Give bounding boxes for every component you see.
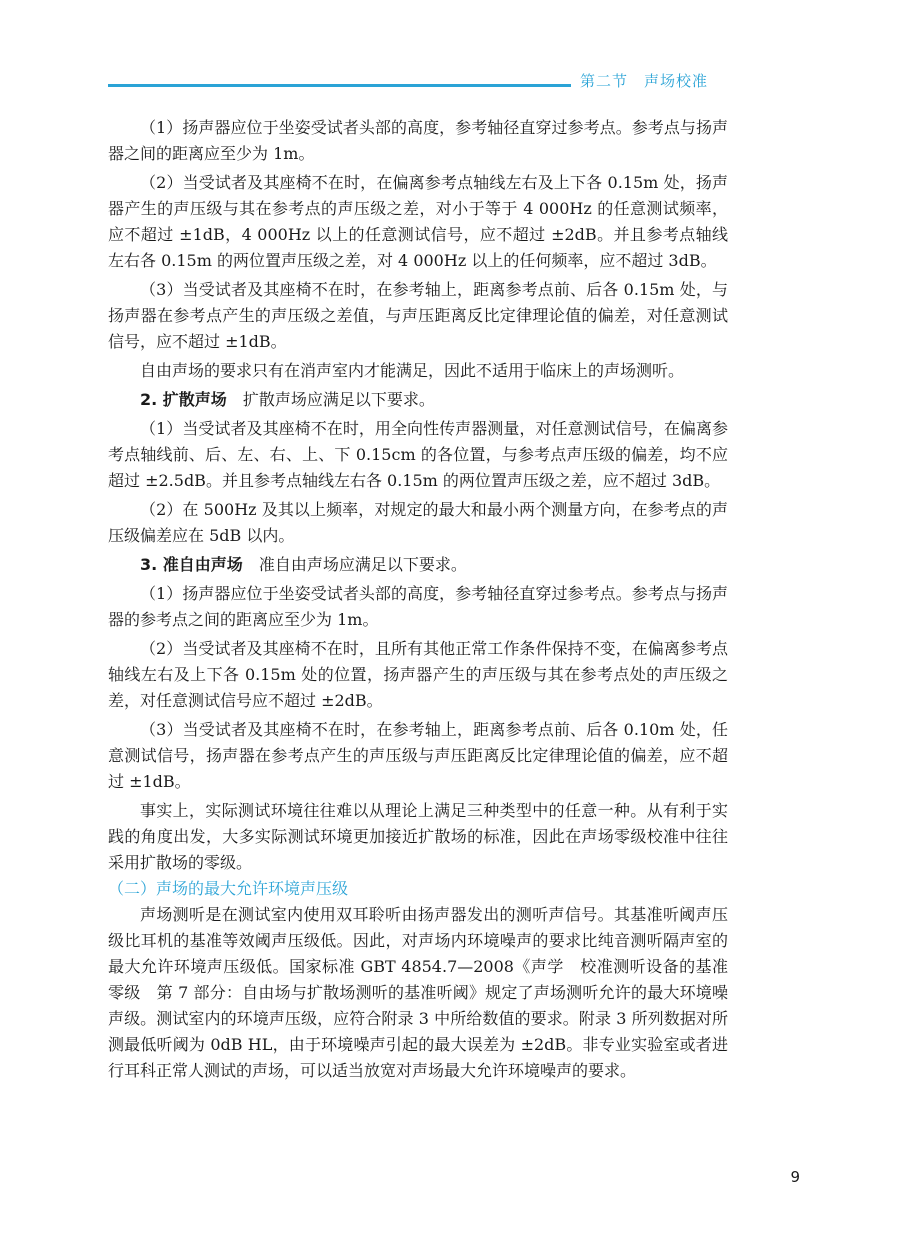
diffuse-field-intro: 扩散声场应满足以下要求。 <box>242 390 435 409</box>
paragraph-free-field-note: 自由声场的要求只有在消声室内才能满足，因此不适用于临床上的声场测听。 <box>140 361 685 380</box>
page-number: 9 <box>790 1168 800 1186</box>
paragraph-quasi-req-2: （2）当受试者及其座椅不在时，且所有其他正常工作条件保持不变，在偏离参考点轴线左右及上下各 0.15m 处的位置，扬声器产生的声压级与其在参考点处的声压级之差，对任意测试信号应不超过 ±2dB。 <box>108 639 728 710</box>
header-rule <box>108 84 571 87</box>
paragraph-quasi-req-3: （3）当受试者及其座椅不在时，在参考轴上，距离参考点前、后各 0.10m 处，任意测试信号，扬声器在参考点产生的声压级与声压距离反比定律理论值的偏差，应不超过 ±1dB。 <box>108 720 728 791</box>
paragraph-free-field-req-3: （3）当受试者及其座椅不在时，在参考轴上，距离参考点前、后各 0.15m 处，与扬声器在参考点产生的声压级之差值，与声压距离反比定律理论值的偏差，对任意测试信号，应不超过 ±1dB。 <box>108 280 728 351</box>
quasi-free-field-intro: 准自由声场应满足以下要求。 <box>258 555 467 574</box>
diffuse-field-heading-line <box>108 387 728 413</box>
quasi-free-field-heading: 3. 准自由声场 <box>140 555 243 574</box>
paragraph-free-field-req-1: （1）扬声器应位于坐姿受试者头部的高度，参考轴径直穿过参考点。参考点与扬声器之间的距离应至少为 1m。 <box>108 118 728 163</box>
quasi-free-field-heading-line <box>108 552 728 578</box>
page-body <box>108 115 728 1084</box>
paragraph-free-field-req-2: （2）当受试者及其座椅不在时，在偏离参考点轴线左右及上下各 0.15m 处，扬声器产生的声压级与其在参考点的声压级之差，对小于等于 4 000Hz 的任意测试频率，应不超过 ±1dB，4 000Hz 以上的任意测试信号，应不超过 ±2dB。并且参考点轴线左右各 0.15m 的两位置声压级之差，对 4 000Hz 以上的任何频率，应不超过 3dB。 <box>108 173 728 270</box>
paragraph-diffuse-req-2: （2）在 500Hz 及其以上频率，对规定的最大和最小两个测量方向，在参考点的声压级偏差应在 5dB 以内。 <box>108 500 728 545</box>
paragraph-quasi-req-1: （1）扬声器应位于坐姿受试者头部的高度，参考轴径直穿过参考点。参考点与扬声器的参考点之间的距离应至少为 1m。 <box>108 584 728 629</box>
paragraph-diffuse-req-1: （1）当受试者及其座椅不在时，用全向性传声器测量，对任意测试信号，在偏离参考点轴线前、后、左、右、上、下 0.15cm 的各位置，与参考点声压级的偏差，均不应超过 ±2.5dB。并且参考点轴线左右各 0.15m 的两位置声压级之差，应不超过 3dB。 <box>108 419 728 490</box>
diffuse-field-heading: 2. 扩散声场 <box>140 390 227 409</box>
section-title-max-ambient-level: （二）声场的最大允许环境声压级 <box>108 879 349 898</box>
paragraph-max-ambient-level: 声场测听是在测试室内使用双耳聆听由扬声器发出的测听声信号。其基准听阈声压级比耳机的基准等效阈声压级低。因此，对声场内环境噪声的要求比纯音测听隔声室的最大允许环境声压级低。国家标准 GBT 4854.7—2008《声学 校准测听设备的基准零级 第 7 部分：自由场与扩散场测听的基准听阈》规定了声场测听允许的最大环境噪声级。测试室内的环境声压级，应符合附录 3 中所给数值的要求。附录 3 所列数据对所测最低听阈为 0dB HL，由于环境噪声引起的最大误差为 ±2dB。非专业实验室或者进行耳科正常人测试的声场，可以适当放宽对声场最大允许环境噪声的要求。 <box>108 905 728 1080</box>
running-header-title: 第二节 声场校准 <box>580 72 709 90</box>
paragraph-summary: 事实上，实际测试环境往往难以从理论上满足三种类型中的任意一种。从有利于实践的角度出发，大多实际测试环境更加接近扩散场的标准，因此在声场零级校准中往往采用扩散场的零级。 <box>108 801 728 872</box>
